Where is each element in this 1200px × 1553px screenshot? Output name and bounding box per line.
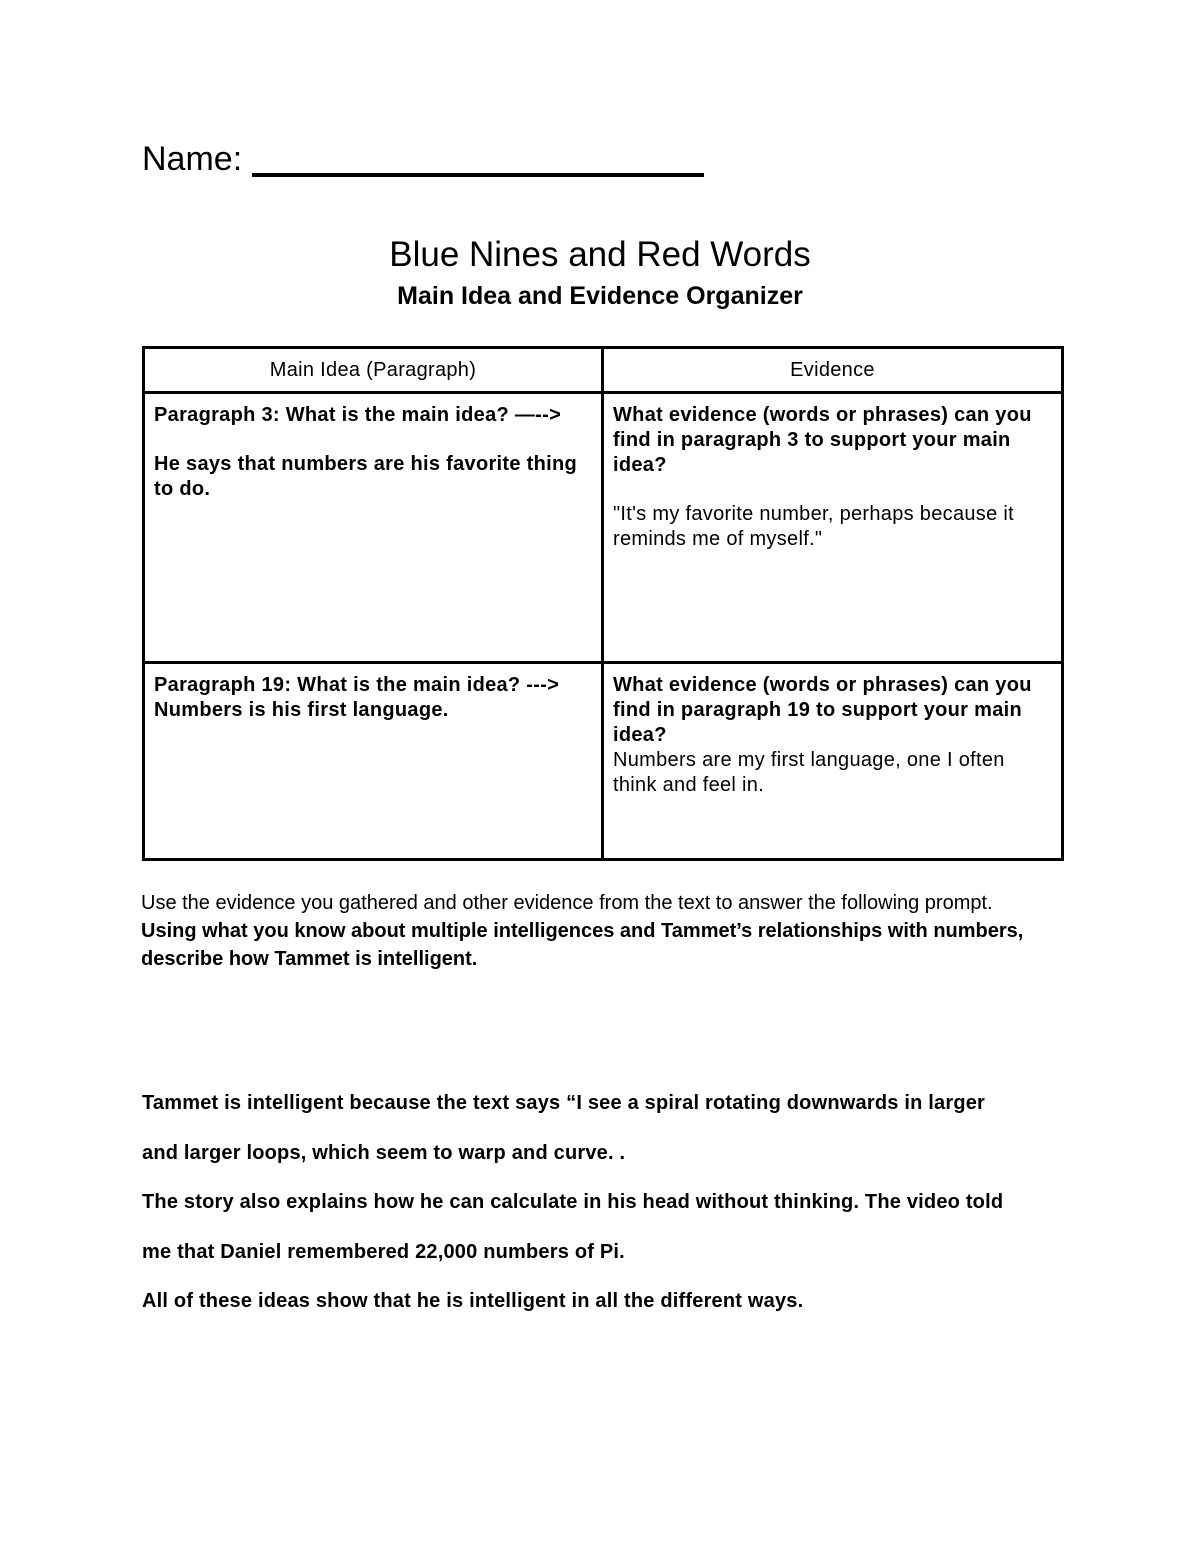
main-idea-cell bbox=[144, 393, 603, 663]
main-idea-question: Paragraph 3: What is the main idea? —--> bbox=[154, 404, 562, 426]
evidence-cell bbox=[603, 393, 1063, 663]
answer-line: The story also explains how he can calculate in his head without thinking. The video told bbox=[142, 1191, 1004, 1213]
name-field bbox=[142, 140, 704, 179]
evidence-cell bbox=[603, 663, 1063, 860]
writing-prompt: Using what you know about multiple intelligences and Tammet’s relationships with numbers, describe how Tammet is intelligent. bbox=[141, 920, 1024, 970]
instructions-text: Use the evidence you gathered and other evidence from the text to answer the following prompt. bbox=[141, 892, 993, 914]
page-subtitle: Main Idea and Evidence Organizer bbox=[397, 282, 803, 310]
table-header-row bbox=[144, 348, 1063, 393]
table-row bbox=[144, 393, 1063, 663]
header-main-idea: Main Idea (Paragraph) bbox=[144, 348, 603, 393]
name-label: Name: bbox=[142, 140, 243, 178]
evidence-question: What evidence (words or phrases) can you find in paragraph 19 to support your main idea? bbox=[613, 674, 1032, 746]
organizer-table bbox=[142, 346, 1064, 861]
main-idea-answer: He says that numbers are his favorite thing to do. bbox=[154, 453, 578, 500]
answer-line: Tammet is intelligent because the text says “I see a spiral rotating downwards in larger bbox=[142, 1092, 986, 1114]
answer-line: me that Daniel remembered 22,000 numbers of Pi. bbox=[142, 1240, 625, 1263]
instructions-block bbox=[141, 889, 1041, 973]
evidence-question: What evidence (words or phrases) can you find in paragraph 3 to support your main idea? bbox=[613, 404, 1032, 476]
header-evidence: Evidence bbox=[603, 348, 1063, 393]
evidence-answer: Numbers are my first language, one I often think and feel in. bbox=[613, 749, 1005, 796]
main-idea-question: Paragraph 19: What is the main idea? ---> bbox=[154, 674, 560, 696]
page-title: Blue Nines and Red Words bbox=[389, 235, 811, 274]
main-idea-answer: Numbers is his first language. bbox=[154, 699, 449, 721]
evidence-answer: "It's my favorite number, perhaps because it reminds me of myself." bbox=[613, 503, 1014, 550]
student-answer bbox=[142, 1089, 1082, 1337]
answer-line: and larger loops, which seem to warp and curve. . bbox=[142, 1141, 626, 1164]
main-idea-cell bbox=[144, 663, 603, 860]
name-blank-line[interactable] bbox=[252, 139, 704, 177]
table-row bbox=[144, 663, 1063, 860]
answer-line: All of these ideas show that he is intelligent in all the different ways. bbox=[142, 1290, 804, 1312]
